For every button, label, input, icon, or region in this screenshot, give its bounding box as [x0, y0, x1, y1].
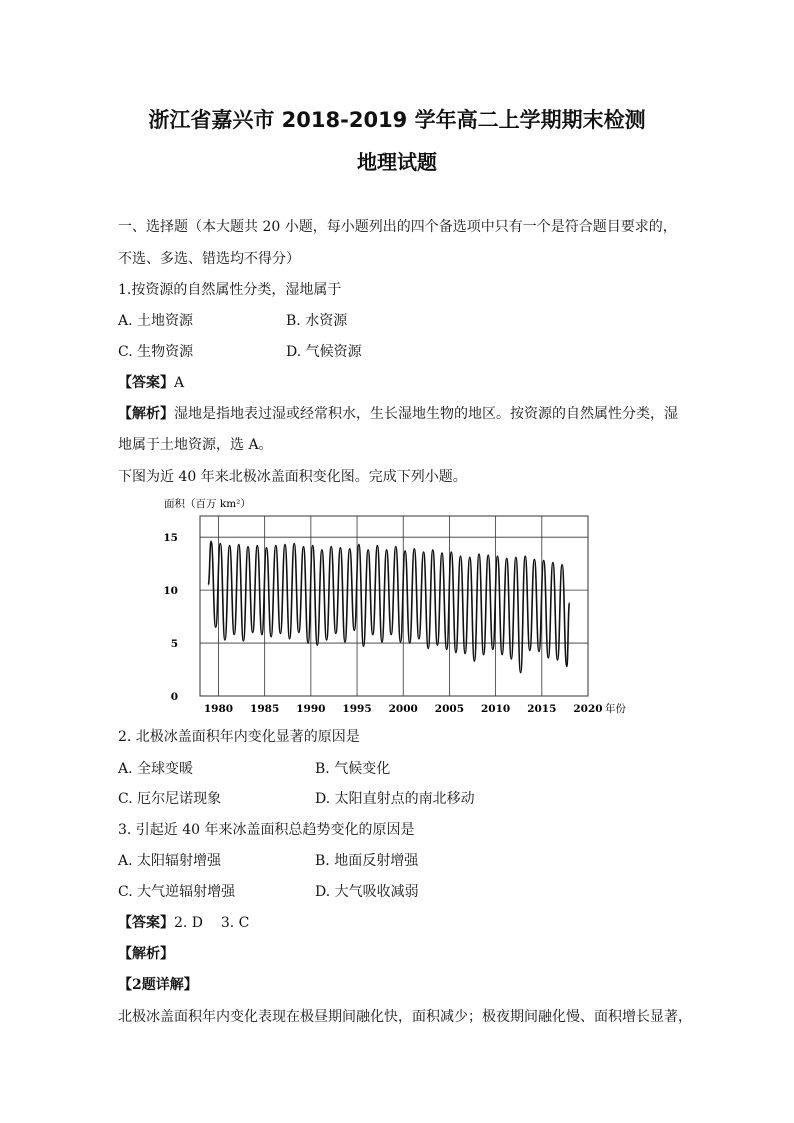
section-heading-line1: 一、选择题（本大题共 20 小题，每小题列出的四个备选项中只有一个是符合题目要求的，	[118, 219, 677, 235]
answer-value: A	[174, 375, 185, 391]
analysis-heading: 【解析】	[118, 946, 174, 962]
q2-detail-text: 北极冰盖面积年内变化表现在极昼期间融化快，面积减少；极夜期间融化慢、面积增长显著，	[118, 1009, 692, 1025]
chart-grid	[200, 516, 588, 696]
q2-option-c: C. 厄尔尼诺现象	[118, 791, 222, 807]
q2-detail-heading: 【2题详解】	[118, 977, 198, 993]
x-tick-label-2010: 2010	[481, 703, 511, 715]
answer-label: 【答案】	[118, 915, 174, 931]
answer-label: 【答案】	[118, 375, 174, 391]
q1-option-b: B. 水资源	[286, 313, 348, 329]
x-tick-label-2015: 2015	[527, 703, 557, 715]
y-axis-label: 面积（百万 km²）	[164, 498, 251, 510]
q1-analysis-line1	[118, 405, 678, 423]
q3-option-c: C. 大气逆辐射增强	[118, 884, 236, 900]
x-tick-label-1980: 1980	[203, 703, 234, 715]
answer-value: 2. D 3. C	[174, 915, 250, 931]
x-tick-label-2000: 2000	[388, 703, 418, 715]
y-tick-label-10: 10	[163, 585, 178, 598]
q3-option-a: A. 太阳辐射增强	[118, 853, 222, 869]
q1-stem: 1.按资源的自然属性分类，湿地属于	[118, 282, 342, 298]
chart-intro: 下图为近 40 年来北极冰盖面积变化图。完成下列小题。	[118, 469, 467, 485]
section-heading-line2: 不选、多选、错选均不得分）	[118, 251, 300, 267]
series-line-0	[208, 541, 569, 672]
exam-subtitle: 地理试题	[357, 150, 437, 174]
ice-area-chart	[158, 494, 638, 716]
y-tick-label-0: 0	[170, 691, 178, 703]
q1-option-d: D. 气候资源	[286, 344, 362, 360]
x-tick-label-1995: 1995	[342, 703, 372, 715]
y-tick-label-15: 15	[163, 532, 178, 545]
plot-frame	[200, 516, 588, 696]
x-tick-label-2020: 2020	[573, 703, 603, 715]
q3-option-b: B. 地面反射增强	[315, 853, 419, 869]
y-tick-label-5: 5	[170, 638, 178, 651]
q1-option-a: A. 土地资源	[118, 313, 194, 329]
analysis-text: 湿地是指地表过湿或经常积水，生长湿地生物的地区。按资源的自然属性分类，湿	[174, 406, 678, 422]
analysis-label: 【解析】	[118, 406, 174, 422]
answers-2-3	[118, 914, 249, 932]
x-tick-label-2005: 2005	[434, 703, 465, 715]
exam-title: 浙江省嘉兴市 2018-2019 学年高二上学期期末检测	[148, 108, 646, 132]
q1-analysis-line2: 地属于土地资源，选 A。	[118, 437, 273, 453]
q2-option-d: D. 太阳直射点的南北移动	[315, 791, 475, 807]
q2-stem: 2. 北极冰盖面积年内变化显著的原因是	[118, 729, 360, 745]
x-tick-label-1990: 1990	[296, 703, 326, 715]
x-tick-label-1985: 1985	[250, 703, 280, 715]
q2-option-b: B. 气候变化	[315, 761, 391, 777]
chart-series	[208, 541, 569, 672]
q2-option-a: A. 全球变暖	[118, 761, 194, 777]
q3-option-d: D. 大气吸收减弱	[315, 884, 419, 900]
q3-stem: 3. 引起近 40 年来冰盖面积总趋势变化的原因是	[118, 822, 415, 838]
q1-answer	[118, 374, 184, 392]
x-axis-label: 年份	[605, 703, 626, 715]
q1-option-c: C. 生物资源	[118, 344, 194, 360]
